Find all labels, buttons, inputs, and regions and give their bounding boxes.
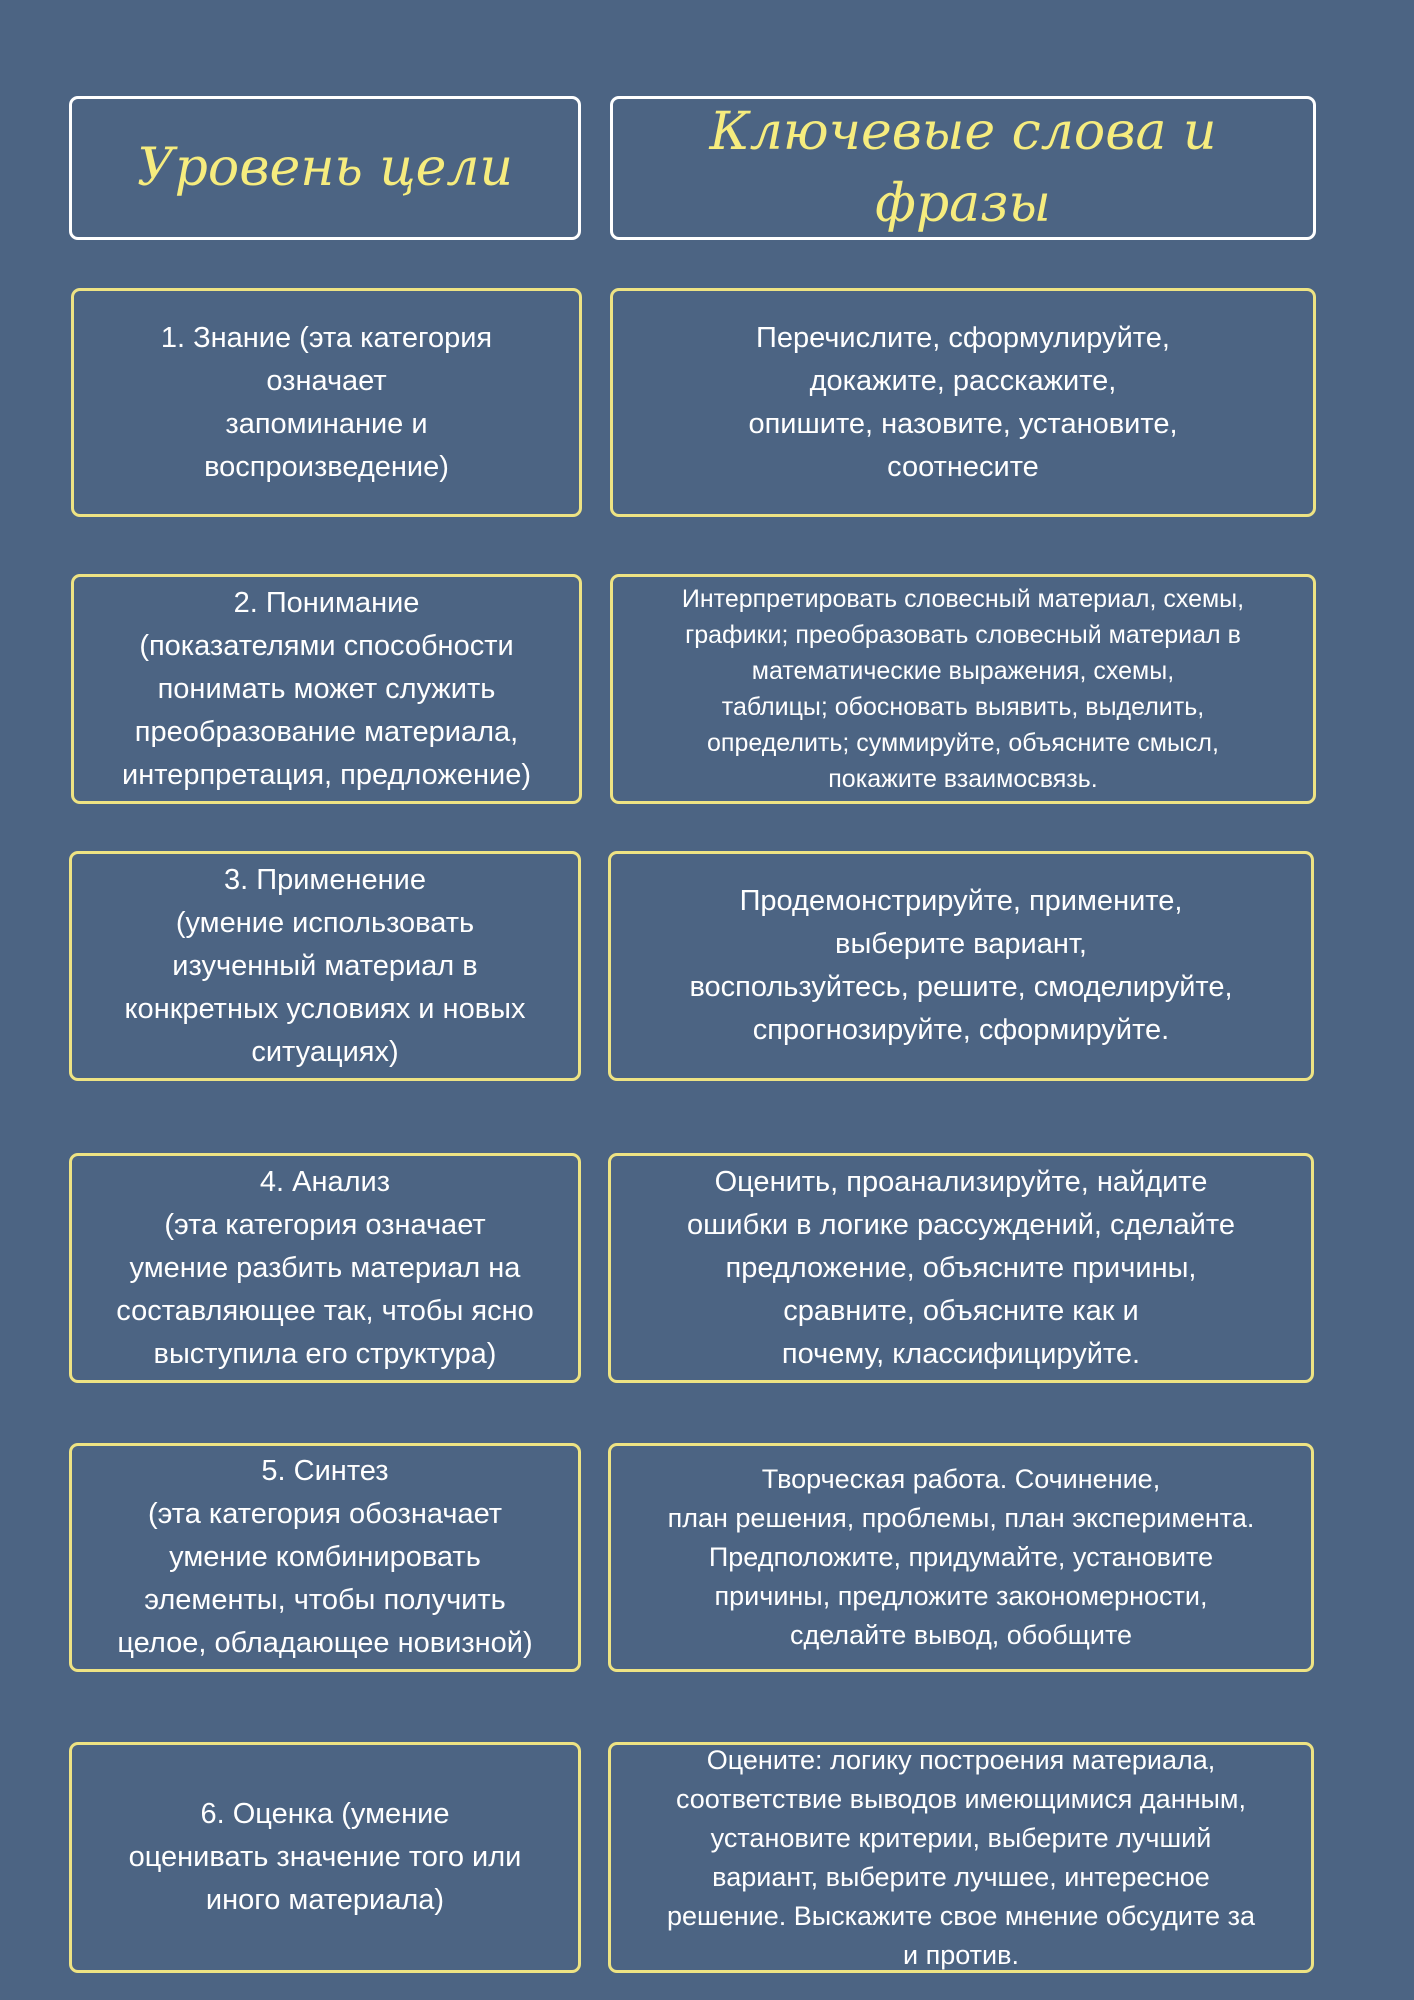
level-text: 1. Знание (эта категория означает запоминание и воспроизведение) — [160, 321, 493, 483]
level-cell-evaluation — [69, 1742, 581, 1973]
keywords-text: Оценить, проанализируйте, найдите ошибки в логике рассуждений, сделайте предложение, объясните причины, сравните, объясните как и почему, классифицируйте. — [687, 1165, 1235, 1370]
keywords-cell-application — [608, 851, 1314, 1081]
keywords-text: Перечислите, сформулируйте, докажите, расскажите, опишите, назовите, установите, соотнесите — [748, 321, 1178, 483]
keywords-text: Продемонстрируйте, примените, выберите вариант, воспользуйтесь, решите, смоделируйте, спрогнозируйте, сформируйте. — [689, 885, 1233, 1046]
keywords-text: Оцените: логику построения материала, соответствие выводов имеющимися данным, установите критерии, выберите лучший вариант, выберите лучшее, интересное решение. Выскажите свое мнение обсудите за и против. — [667, 1744, 1255, 1970]
keywords-text: Интерпретировать словесный материал, схемы, графики; преобразовать словесный материал в математические выражения, схемы, таблицы; обосновать выявить, выделить, определить; суммируйте, объясните смысл, покажите взаимосвязь. — [681, 585, 1245, 793]
level-cell-synthesis — [69, 1443, 581, 1672]
level-cell-knowledge — [71, 288, 582, 517]
keywords-text: Творческая работа. Сочинение, план решения, проблемы, план эксперимента. Предположите, придумайте, установите причины, предложите закономерности, сделайте вывод, обобщите — [667, 1464, 1255, 1650]
header-keywords-title — [610, 96, 1316, 240]
level-text: 4. Анализ (эта категория означает умение разбить материал на составляющее так, чтобы ясно выступила его структура) — [116, 1165, 534, 1370]
keywords-cell-synthesis — [608, 1443, 1314, 1672]
level-cell-understanding — [71, 574, 582, 804]
header-level-title — [69, 96, 581, 240]
keywords-cell-knowledge — [610, 288, 1316, 517]
level-text: 5. Синтез (эта категория обозначает умение комбинировать элементы, чтобы получить целое, обладающее новизной) — [117, 1455, 533, 1659]
level-text: 2. Понимание (показателями способности понимать может служить преобразование материала, интерпретация, предложение) — [122, 586, 531, 791]
header-keywords-title-text: Ключевые слова и фразы — [709, 102, 1217, 234]
level-text: 6. Оценка (умение оценивать значение того или иного материала) — [128, 1798, 522, 1916]
level-cell-analysis — [69, 1153, 581, 1383]
keywords-cell-understanding — [610, 574, 1316, 804]
header-level-title-text: Уровень цели — [137, 138, 513, 198]
level-text: 3. Применение (умение использовать изученный материал в конкретных условиях и новых ситуациях) — [124, 863, 526, 1068]
keywords-cell-analysis — [608, 1153, 1314, 1383]
keywords-cell-evaluation — [608, 1742, 1314, 1973]
level-cell-application — [69, 851, 581, 1081]
